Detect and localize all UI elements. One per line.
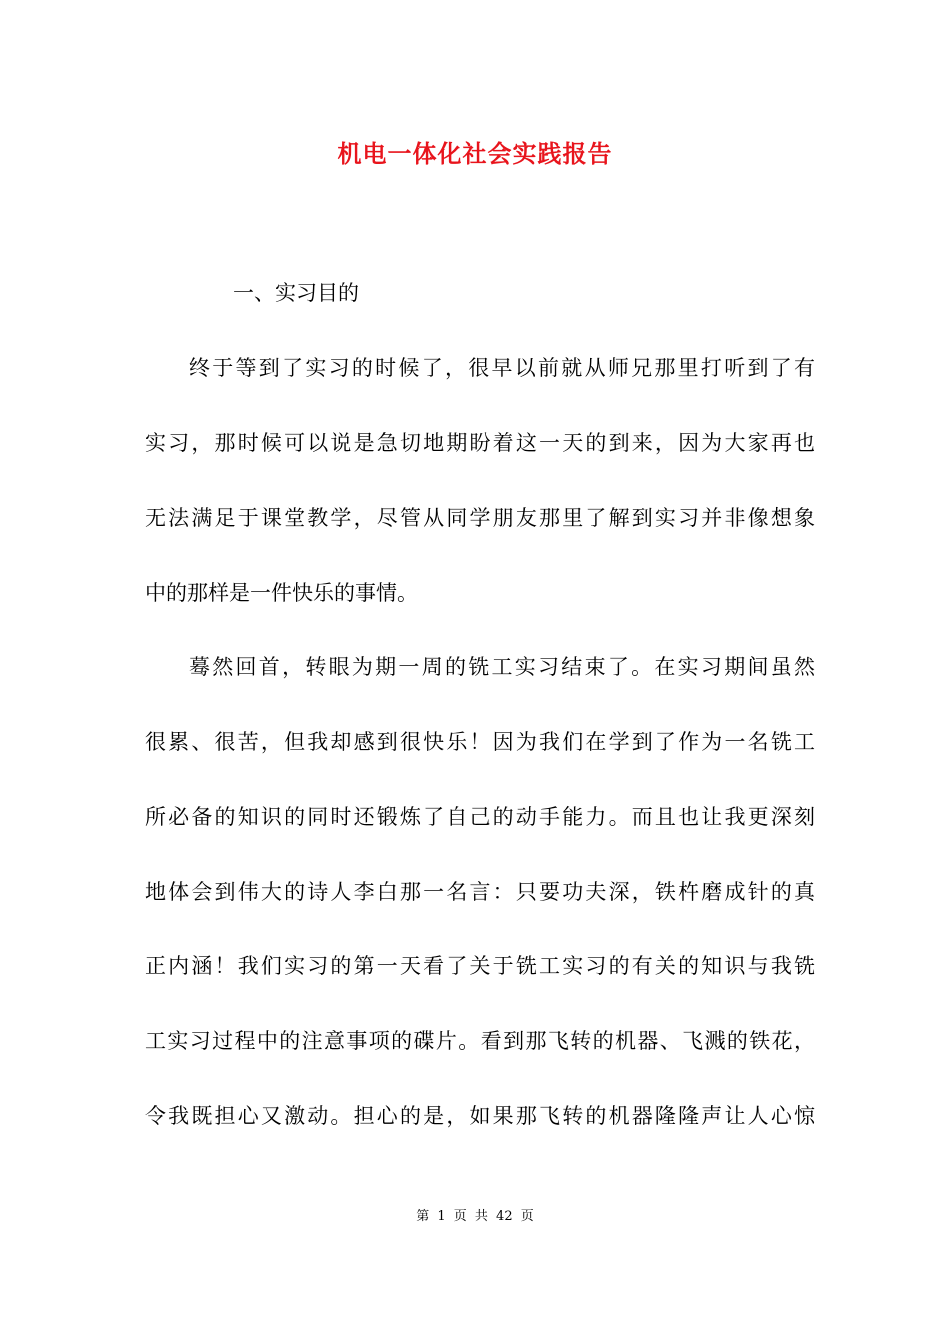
paragraph-line: 正内涵！我们实习的第一天看了关于铣工实习的有关的知识与我铣 bbox=[145, 954, 815, 978]
section-heading: 一、实习目的 bbox=[233, 281, 359, 305]
paragraph-line: 实习，那时候可以说是急切地期盼着这一天的到来，因为大家再也 bbox=[145, 431, 815, 455]
paragraph-line: 中的那样是一件快乐的事情。 bbox=[145, 581, 418, 605]
paragraph-line: 很累、很苦，但我却感到很快乐！因为我们在学到了作为一名铣工 bbox=[145, 730, 815, 754]
paragraph-line: 终于等到了实习的时候了，很早以前就从师兄那里打听到了有 bbox=[189, 356, 815, 380]
document-title: 机电一体化社会实践报告 bbox=[337, 139, 613, 168]
paragraph-line: 蓦然回首，转眼为期一周的铣工实习结束了。在实习期间虽然 bbox=[189, 655, 815, 679]
paragraph-line: 无法满足于课堂教学，尽管从同学朋友那里了解到实习并非像想象 bbox=[145, 506, 815, 530]
paragraph-line: 所必备的知识的同时还锻炼了自己的动手能力。而且也让我更深刻 bbox=[145, 805, 815, 829]
page-number-footer: 第 1 页 共 42 页 bbox=[416, 1209, 534, 1224]
paragraph-line: 工实习过程中的注意事项的碟片。看到那飞转的机器、飞溅的铁花， bbox=[145, 1029, 815, 1053]
paragraph-line: 地体会到伟大的诗人李白那一名言：只要功夫深，铁杵磨成针的真 bbox=[145, 880, 815, 904]
paragraph-line: 令我既担心又激动。担心的是，如果那飞转的机器隆隆声让人心惊 bbox=[145, 1104, 815, 1128]
